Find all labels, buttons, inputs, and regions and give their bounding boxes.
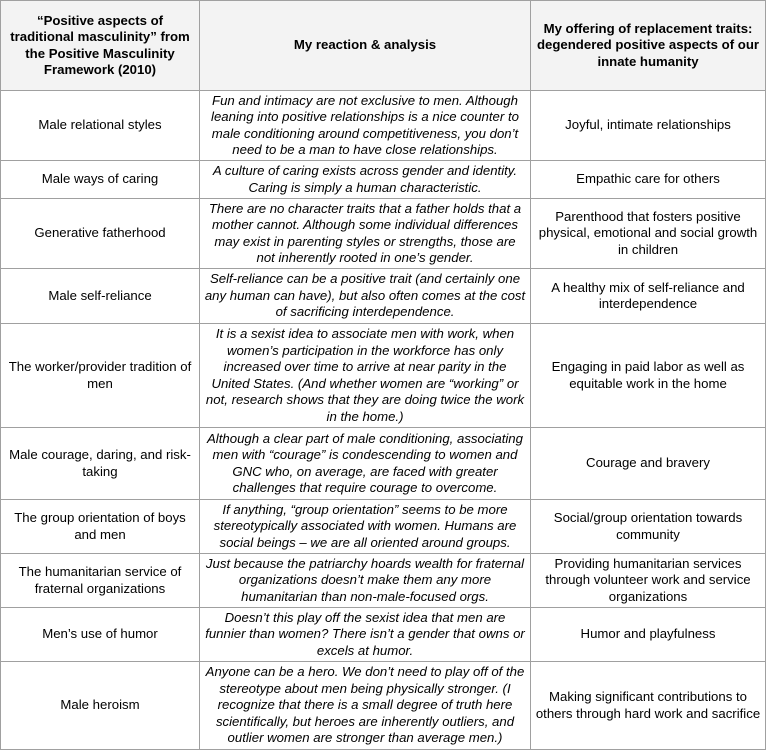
analysis-cell: Anyone can be a hero. We don’t need to play off of the stereotype about men being physically stronger. (I recognize that there is a small degree of truth here scientifically, but heroes are inherently outliers, and outlier women are stronger than average men.) <box>200 662 531 750</box>
analysis-cell: A culture of caring exists across gender and identity. Caring is simply a human characteristic. <box>200 161 531 199</box>
table-row <box>1 662 766 750</box>
aspect-cell: Men’s use of humor <box>1 608 200 662</box>
aspect-cell: Male ways of caring <box>1 161 200 199</box>
aspect-cell: Male courage, daring, and risk-taking <box>1 428 200 500</box>
aspect-cell: The group orientation of boys and men <box>1 500 200 554</box>
aspect-cell: Male relational styles <box>1 91 200 161</box>
aspect-cell: The worker/provider tradition of men <box>1 324 200 428</box>
header-row <box>1 1 766 91</box>
table-row <box>1 428 766 500</box>
table-row <box>1 199 766 269</box>
table-row <box>1 161 766 199</box>
replacement-cell: Providing humanitarian services through volunteer work and service organizations <box>531 554 766 608</box>
header-cell-replacement-traits: My offering of replacement traits: degendered positive aspects of our innate humanity <box>531 1 766 91</box>
replacement-cell: Making significant contributions to others through hard work and sacrifice <box>531 662 766 750</box>
table-row <box>1 500 766 554</box>
aspect-cell: Male heroism <box>1 662 200 750</box>
table-row <box>1 269 766 324</box>
aspect-cell: Generative fatherhood <box>1 199 200 269</box>
analysis-cell: It is a sexist idea to associate men with work, when women’s participation in the workforce has only increased over time to arrive at near parity in the United States. (And whether women are “working” or not, research shows that they are doing twice the work in the home.) <box>200 324 531 428</box>
table-row <box>1 91 766 161</box>
analysis-cell: There are no character traits that a father holds that a mother cannot. Although some individual differences may exist in parenting styles or strengths, those are not inherently rooted in one’s gender. <box>200 199 531 269</box>
replacement-cell: Joyful, intimate relationships <box>531 91 766 161</box>
analysis-cell: If anything, “group orientation” seems to be more stereotypically associated with women. Humans are social beings – we are all oriented around groups. <box>200 500 531 554</box>
replacement-cell: Humor and playfulness <box>531 608 766 662</box>
table-row <box>1 554 766 608</box>
analysis-cell: Just because the patriarchy hoards wealth for fraternal organizations doesn’t make them any more humanitarian than non-male-focused orgs. <box>200 554 531 608</box>
analysis-cell: Although a clear part of male conditioning, associating men with “courage” is condescending to women and GNC who, on average, are faced with greater challenges that require courage to overcome. <box>200 428 531 500</box>
replacement-cell: Empathic care for others <box>531 161 766 199</box>
analysis-cell: Self-reliance can be a positive trait (and certainly one any human can have), but also often comes at the cost of sacrificing interdependence. <box>200 269 531 324</box>
replacement-cell: Engaging in paid labor as well as equitable work in the home <box>531 324 766 428</box>
analysis-cell: Doesn’t this play off the sexist idea that men are funnier than women? There isn’t a gender that owns or excels at humor. <box>200 608 531 662</box>
table-row <box>1 324 766 428</box>
analysis-cell: Fun and intimacy are not exclusive to men. Although leaning into positive relationships is a nice counter to male conditioning around competitiveness, you don’t need to be a man to have close relationships. <box>200 91 531 161</box>
header-cell-reaction-analysis: My reaction & analysis <box>200 1 531 91</box>
replacement-cell: Social/group orientation towards community <box>531 500 766 554</box>
table-row <box>1 608 766 662</box>
aspect-cell: Male self-reliance <box>1 269 200 324</box>
replacement-cell: A healthy mix of self-reliance and interdependence <box>531 269 766 324</box>
replacement-cell: Courage and bravery <box>531 428 766 500</box>
replacement-cell: Parenthood that fosters positive physical, emotional and social growth in children <box>531 199 766 269</box>
header-cell-positive-aspects: “Positive aspects of traditional masculinity” from the Positive Masculinity Framework (2010) <box>1 1 200 91</box>
aspect-cell: The humanitarian service of fraternal organizations <box>1 554 200 608</box>
